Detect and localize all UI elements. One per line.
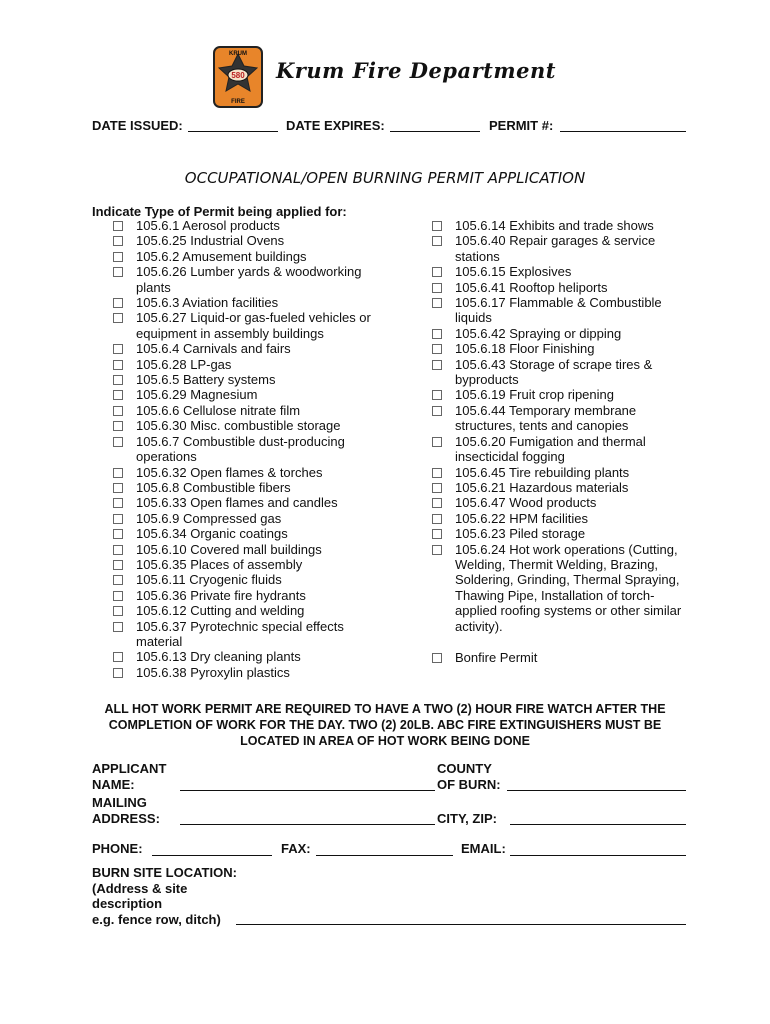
left-permit-option [92,603,392,618]
date-expires-label: DATE EXPIRES: [286,118,385,133]
permit-checkbox[interactable] [432,298,442,308]
permit-checkbox[interactable] [432,468,442,478]
permit-option-label: 105.6.23 Piled storage [455,526,586,542]
permit-checkbox[interactable] [113,406,123,416]
burn-site-location-field[interactable] [236,924,686,925]
permit-option-label: 105.6.38 Pyroxylin plastics [136,664,290,680]
right-permit-option [430,233,690,264]
permit-checkbox[interactable] [113,668,123,678]
left-permit-option [92,619,392,650]
permit-checkbox[interactable] [113,529,123,539]
county-of-burn-label: COUNTY OF BURN: [437,761,501,792]
left-permit-option [92,572,392,587]
mailing-address-field[interactable] [180,824,435,825]
permit-option-label: 105.6.22 HPM facilities [455,510,588,526]
right-permit-option [430,465,690,480]
permit-checkbox[interactable] [113,344,123,354]
permit-option-label: 105.6.9 Compressed gas [136,510,282,526]
permit-option-label: 105.6.19 Fruit crop ripening [455,387,614,403]
logo-text-bottom: FIRE [231,99,245,105]
permit-checkbox[interactable] [432,283,442,293]
right-permit-option [430,387,690,402]
left-permit-option [92,341,392,356]
permit-checkbox[interactable] [432,514,442,524]
permit-checkbox[interactable] [113,622,123,632]
permit-checkbox[interactable] [113,298,123,308]
right-permit-option [430,218,690,233]
permit-option-label: 105.6.15 Explosives [455,264,572,280]
fax-label: FAX: [281,841,311,856]
burn-site-location-label: BURN SITE LOCATION: (Address & site description e.g. fence row, ditch) [92,865,237,927]
permit-option-label: 105.6.21 Hazardous materials [455,479,629,495]
applicant-name-field[interactable] [180,790,435,791]
left-permit-option [92,310,392,341]
permit-option-label: 105.6.13 Dry cleaning plants [136,649,301,665]
permit-checkbox[interactable] [113,236,123,246]
permit-checkbox[interactable] [113,267,123,277]
permit-option-label: 105.6.47 Wood products [455,495,597,511]
city-zip-label: CITY, ZIP: [437,811,497,826]
left-permit-option [92,249,392,264]
permit-option-label: 105.6.2 Amusement buildings [136,248,307,264]
right-permit-option [430,511,690,526]
permit-checkbox[interactable] [432,329,442,339]
mailing-address-label: MAILING ADDRESS: [92,795,160,826]
permit-checkbox[interactable] [432,483,442,493]
form-title: OCCUPATIONAL/OPEN BURNING PERMIT APPLICATION [184,169,586,187]
left-permit-option [92,465,392,480]
permit-option-label: 105.6.29 Magnesium [136,387,258,403]
permit-checkbox[interactable] [113,575,123,585]
right-permit-option [430,526,690,541]
right-permit-option [430,357,690,388]
left-permit-option [92,542,392,557]
permit-option-label: 105.6.11 Cryogenic fluids [136,572,282,588]
left-permit-option [92,649,392,664]
left-permit-option [92,218,392,233]
permit-checkbox[interactable] [432,360,442,370]
fax-field[interactable] [316,855,453,856]
permit-option-label: 105.6.10 Covered mall buildings [136,541,322,557]
left-permit-option [92,387,392,402]
permit-option-label: 105.6.36 Private fire hydrants [136,587,306,603]
right-permit-option [430,264,690,279]
date-issued-field[interactable] [188,131,278,132]
left-permit-option [92,295,392,310]
logo-text-top: KRUM [229,51,247,57]
permit-checkbox[interactable] [113,591,123,601]
permit-option-label: 105.6.6 Cellulose nitrate film [136,402,301,418]
permit-option-label: 105.6.27 Liquid-or gas-fueled vehicles or equipment in assembly buildings [136,310,371,341]
right-permit-option [430,434,690,465]
permit-option-label: 105.6.34 Organic coatings [136,526,288,542]
logo-number: 580 [231,71,245,80]
permit-checkbox[interactable] [432,545,442,555]
permit-checkbox[interactable] [432,390,442,400]
email-field[interactable] [510,855,686,856]
right-permit-option [430,480,690,495]
right-permit-option [430,542,690,634]
permit-number-field[interactable] [560,131,686,132]
left-permit-option [92,264,392,295]
left-permit-option [92,403,392,418]
phone-field[interactable] [152,855,272,856]
bonfire-option [430,650,690,665]
permit-option-label: 105.6.40 Repair garages & service stations [455,233,656,264]
permit-checkbox[interactable] [113,360,123,370]
permit-checkbox[interactable] [113,421,123,431]
permit-checkbox[interactable] [432,406,442,416]
left-permit-option [92,495,392,510]
county-of-burn-field[interactable] [507,790,686,791]
right-permit-option [430,495,690,510]
left-permit-option [92,511,392,526]
permit-option-label: 105.6.42 Spraying or dipping [455,325,622,341]
permit-checkbox[interactable] [113,545,123,555]
permit-checkbox[interactable] [432,236,442,246]
permit-checkbox[interactable] [432,344,442,354]
date-issued-label: DATE ISSUED: [92,118,183,133]
email-label: EMAIL: [461,841,506,856]
permit-checkbox[interactable] [113,652,123,662]
right-permit-option [430,403,690,434]
permit-number-label: PERMIT #: [489,118,554,133]
department-title: Krum Fire Department [276,58,556,83]
left-permit-option [92,418,392,433]
left-permit-option [92,357,392,372]
permit-option-label: 105.6.8 Combustible fibers [136,479,291,495]
left-permit-option [92,665,392,680]
left-permit-option [92,588,392,603]
permit-checkbox[interactable] [113,468,123,478]
permit-checkbox[interactable] [432,498,442,508]
right-permit-option [430,341,690,356]
permit-types-left-column [92,218,392,680]
permit-checkbox[interactable] [113,221,123,231]
hot-work-notice: ALL HOT WORK PERMIT ARE REQUIRED TO HAVE A TWO (2) HOUR FIRE WATCH AFTER THE COMPLETION OF WORK FOR THE DAY. TWO (2) 20LB. ABC FIRE EXTINGUISHERS MUST BE LOCATED IN AREA OF HOT WORK BEING DONE [104,702,666,748]
permit-option-label: 105.6.24 Hot work operations (Cutting, Welding, Thermit Welding, Brazing, Soldering, Grinding, Thermal Spraying, Thawing Pipe, Installation of torch-applied roofing systems or other similar activity). [455,541,682,634]
permit-option-label: 105.6.3 Aviation facilities [136,295,279,311]
left-permit-option [92,372,392,387]
permit-checkbox[interactable] [432,267,442,277]
fire-department-logo [213,46,263,108]
permit-checkbox[interactable] [113,560,123,570]
permit-option-label: 105.6.45 Tire rebuilding plants [455,464,630,480]
left-permit-option [92,233,392,248]
permit-checkbox[interactable] [113,483,123,493]
left-permit-option [92,526,392,541]
permit-option-label: 105.6.20 Fumigation and thermal insecticidal fogging [455,433,646,465]
permit-option-label: 105.6.25 Industrial Ovens [136,233,285,249]
right-permit-option [430,280,690,295]
permit-checkbox[interactable] [113,606,123,616]
permit-checkbox[interactable] [432,221,442,231]
permit-option-label: 105.6.4 Carnivals and fairs [136,341,291,357]
permit-option-label: 105.6.43 Storage of scrape tires & byproducts [455,356,653,388]
permit-option-label: 105.6.33 Open flames and candles [136,495,338,511]
date-expires-field[interactable] [390,131,480,132]
permit-option-label: 105.6.7 Combustible dust-producing operations [136,433,345,465]
permit-option-label: 105.6.12 Cutting and welding [136,603,305,619]
left-permit-option [92,480,392,495]
permit-option-label: 105.6.28 LP-gas [136,356,232,372]
permit-option-label: 105.6.41 Rooftop heliports [455,279,608,295]
phone-label: PHONE: [92,841,143,856]
permit-checkbox[interactable] [113,313,123,323]
permit-option-label: 105.6.30 Misc. combustible storage [136,418,341,434]
permit-checkbox[interactable] [113,498,123,508]
permit-option-label: 105.6.14 Exhibits and trade shows [455,218,654,233]
bonfire-label: Bonfire Permit [455,650,538,665]
permit-option-label: 105.6.44 Temporary membrane structures, tents and canopies [455,402,637,434]
permit-option-label: 105.6.37 Pyrotechnic special effects material [136,618,344,649]
permit-option-label: 105.6.1 Aerosol products [136,218,280,233]
permit-option-label: 105.6.35 Places of assembly [136,556,303,572]
permit-checkbox[interactable] [432,529,442,539]
city-zip-field[interactable] [510,824,686,825]
left-permit-option [92,434,392,465]
permit-checkbox[interactable] [113,252,123,262]
bonfire-checkbox[interactable] [432,653,442,663]
permit-checkbox[interactable] [113,514,123,524]
applicant-name-label: APPLICANT NAME: [92,761,167,792]
permit-option-label: 105.6.17 Flammable & Combustible liquids [455,295,662,326]
permit-option-label: 105.6.18 Floor Finishing [455,341,595,357]
permit-option-label: 105.6.26 Lumber yards & woodworking plants [136,264,362,295]
permit-types-right-column [430,218,690,634]
permit-option-label: 105.6.32 Open flames & torches [136,464,323,480]
permit-option-label: 105.6.5 Battery systems [136,372,276,388]
permit-checkbox[interactable] [113,390,123,400]
permit-checkbox[interactable] [432,437,442,447]
left-permit-option [92,557,392,572]
permit-checkbox[interactable] [113,375,123,385]
right-permit-option [430,326,690,341]
right-permit-option [430,295,690,326]
permit-checkbox[interactable] [113,437,123,447]
permit-type-instruction: Indicate Type of Permit being applied for: [92,204,347,219]
